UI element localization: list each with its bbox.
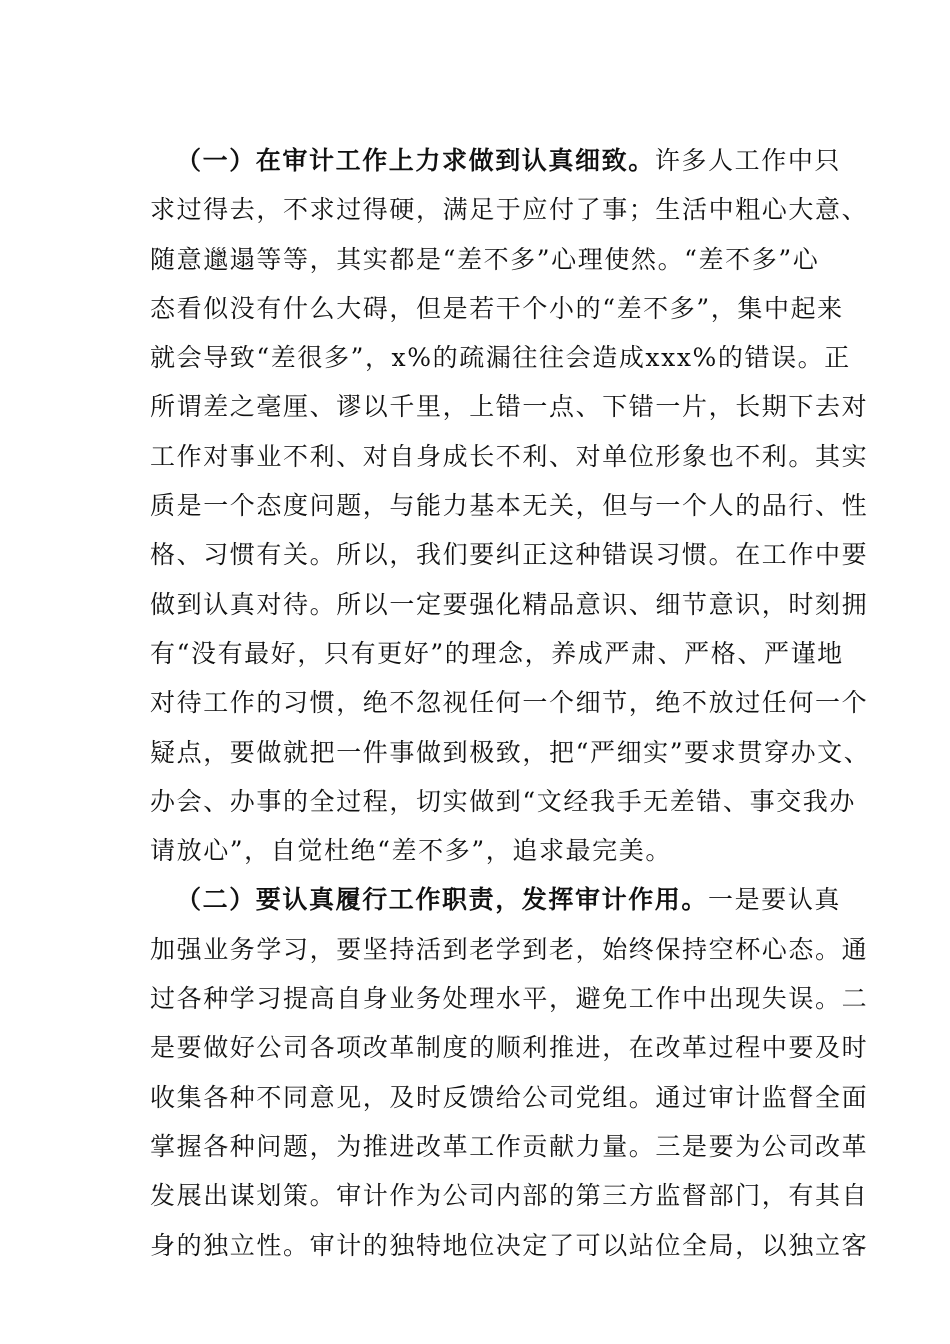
line-text: 对待工作的习惯，绝不忽视任何一个细节，绝不放过任何一个: [150, 688, 869, 718]
body-text: [150, 136, 871, 1270]
line-text: 是要做好公司各项改革制度的顺利推进，在改革过程中要及时: [150, 1033, 869, 1063]
paragraph-line: [150, 284, 856, 333]
line-text: 许多人工作中只: [654, 146, 842, 175]
line-text: 格、习惯有关。所以，我们要纠正这种错误习惯。在工作中要: [150, 540, 869, 570]
paragraph-line: [150, 481, 869, 530]
paragraph-line: [150, 580, 869, 629]
paragraph-line: [150, 826, 856, 875]
paragraph: [150, 136, 871, 875]
line-text: 态看似没有什么大碍，但是若干个小的“差不多”，集中起来: [150, 293, 844, 323]
line-text: 工作对事业不利、对自身成长不利、对单位形象也不利。其实: [150, 441, 869, 471]
line-text: 求过得去，不求过得硬，满足于应付了事；生活中粗心大意、: [150, 195, 869, 225]
paragraph-line: [150, 333, 856, 382]
line-text: 随意邋遢等等，其实都是“差不多”心理使然。“差不多”心: [150, 244, 820, 274]
line-text: 疑点，要做就把一件事做到极致，把“严细实”要求贯穿办文、: [150, 737, 871, 767]
paragraph: [150, 875, 869, 1269]
line-text: 就会导致“差很多”，x%的疏漏往往会造成xxx%的错误。正: [150, 343, 851, 373]
paragraph-line: [150, 678, 869, 727]
line-text: 做到认真对待。所以一定要强化精品意识、细节意识，时刻拥: [150, 589, 869, 619]
line-text: 加强业务学习，要坚持活到老学到老，始终保持空杯心态。通: [150, 934, 869, 964]
paragraph-line: [150, 382, 869, 431]
line-text: 过各种学习提高自身业务处理水平，避免工作中出现失误。二: [150, 984, 869, 1014]
paragraph-line: [150, 1122, 869, 1171]
paragraph-line: [150, 925, 869, 974]
paragraph-line: [150, 629, 856, 678]
paragraph-line: [150, 1073, 869, 1122]
line-text: 请放心”，自觉杜绝“差不多”，追求最完美。: [150, 836, 672, 866]
paragraph-line: [150, 974, 869, 1023]
paragraph-line: [150, 1221, 869, 1270]
line-text: 有“没有最好，只有更好”的理念，养成严肃、严格、严谨地: [150, 638, 844, 668]
paragraph-line: [150, 432, 869, 481]
line-text: 质是一个态度问题，与能力基本无关，但与一个人的品行、性: [150, 491, 869, 521]
paragraph-first-line: [176, 875, 856, 924]
paragraph-line: [150, 235, 856, 284]
section-heading: （二）要认真履行工作职责，发挥审计作用。: [176, 885, 709, 915]
line-text: 办会、办事的全过程，切实做到“文经我手无差错、事交我办: [150, 786, 856, 816]
line-text: 掌握各种问题，为推进改革工作贡献力量。三是要为公司改革: [150, 1131, 869, 1161]
paragraph-line: [150, 1171, 869, 1220]
line-text: 一是要认真: [708, 885, 842, 915]
section-heading: （一）在审计工作上力求做到认真细致。: [176, 146, 655, 175]
paragraph-line: [150, 1023, 869, 1072]
line-text: 身的独立性。审计的独特地位决定了可以站位全局，以独立客: [150, 1230, 869, 1260]
paragraph-line: [150, 728, 871, 777]
paragraph-line: [150, 530, 869, 579]
line-text: 收集各种不同意见，及时反馈给公司党组。通过审计监督全面: [150, 1082, 869, 1112]
paragraph-line: [150, 777, 856, 826]
line-text: 所谓差之毫厘、谬以千里，上错一点、下错一片，长期下去对: [150, 392, 869, 422]
paragraph-first-line: [176, 136, 856, 185]
line-text: 发展出谋划策。审计作为公司内部的第三方监督部门，有其自: [150, 1181, 869, 1211]
paragraph-line: [150, 185, 869, 234]
